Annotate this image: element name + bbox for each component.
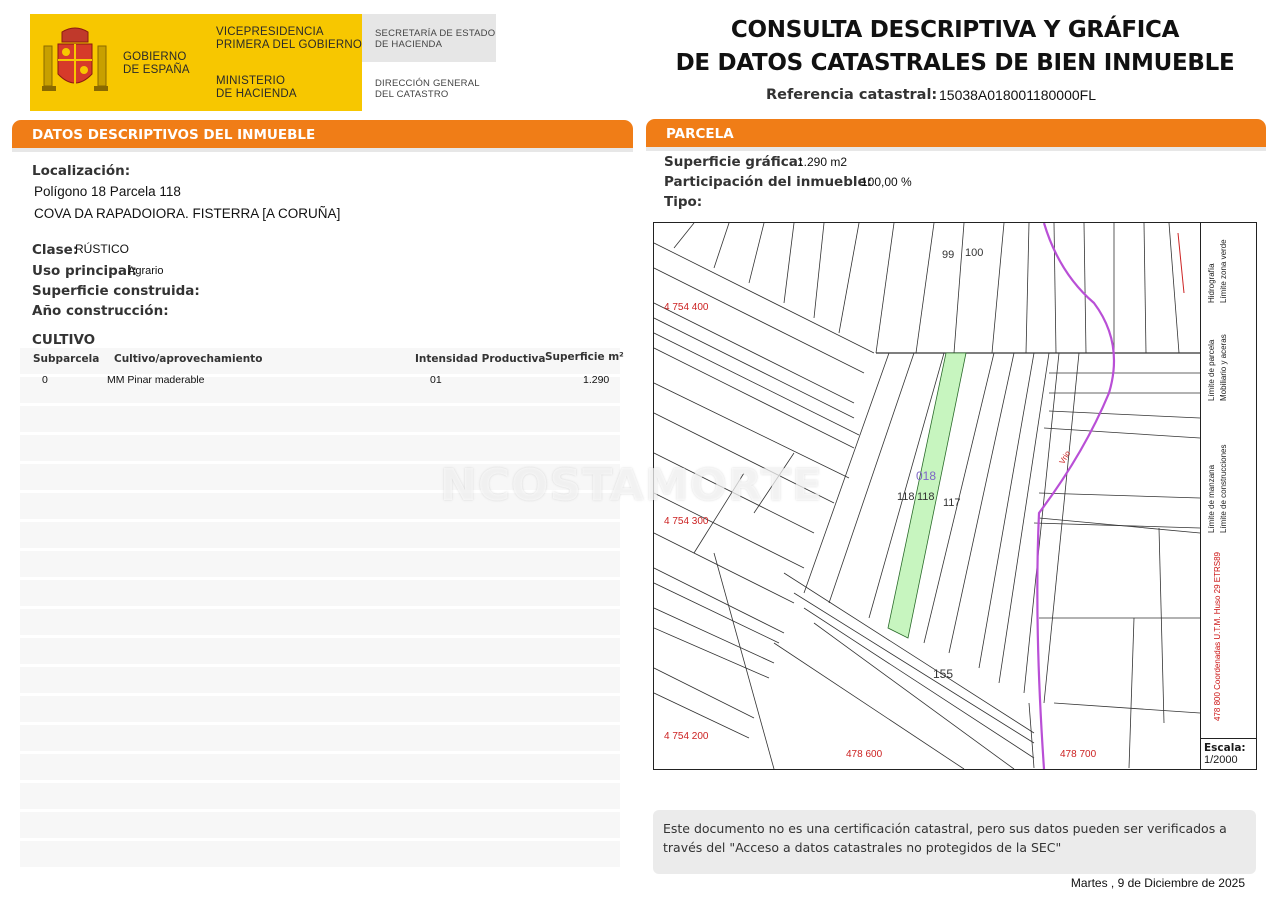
section-divider	[12, 148, 633, 152]
secretaria-text: SECRETARÍA DE ESTADO DE HACIENDA	[375, 28, 496, 50]
col-cultivo: Cultivo/aprovechamiento	[114, 353, 263, 365]
parcel-label-100: 100	[965, 247, 984, 259]
page-title: CONSULTA DESCRIPTIVA Y GRÁFICA DE DATOS CATASTRALES DE BIEN INMUEBLE	[675, 17, 1235, 76]
ref-value: 15038A018001180000FL	[939, 87, 1097, 103]
coord-x-2: 478 700	[1060, 749, 1097, 760]
uso-label: Uso principal:	[32, 263, 137, 279]
gobierno-text: GOBIERNO DE ESPAÑA	[123, 51, 190, 76]
parcel-label-118b: 118	[917, 491, 935, 503]
section-divider-right	[646, 147, 1266, 151]
coord-y-1: 4 754 400	[664, 302, 709, 313]
section-header-parcela: PARCELA	[646, 119, 1266, 147]
superficie-grafica-label: Superficie gráfica:	[664, 154, 804, 170]
legend-zona-verde: Límite zona verde	[1219, 239, 1228, 303]
coat-of-arms-icon	[40, 26, 110, 98]
legend-mobiliario: Mobiliario y aceras	[1219, 334, 1228, 401]
clase-value: RÚSTICO	[75, 242, 129, 256]
watermark: NCOSTAMORTE	[440, 460, 824, 511]
ministerio-text: MINISTERIO DE HACIENDA	[216, 75, 297, 100]
map-legend	[1200, 223, 1256, 738]
parcel-highlight-label: 018	[916, 469, 937, 483]
legend-limite-manzana: Límite de manzana	[1207, 464, 1216, 533]
superficie-grafica-value: 1.290 m2	[797, 155, 848, 169]
coord-y-3: 4 754 200	[664, 731, 709, 742]
legend-coords: 478 800 Coordenadas U.T.M. Huso 29 ETRS89	[1213, 552, 1222, 721]
scale-box	[1200, 738, 1256, 769]
disclaimer-box: Este documento no es una certificación catastral, pero sus datos pueden ser verificados a través del "Acceso a datos catastrales no protegidos de la SEC"	[653, 810, 1256, 874]
legend-hidrografia: Hidrografía	[1207, 263, 1216, 303]
superficie-construida-label: Superficie construida:	[32, 283, 200, 299]
parcel-label-118a: 118	[897, 491, 915, 503]
localizacion-label: Localización:	[32, 163, 131, 179]
scale-value: 1/2000	[1204, 754, 1238, 766]
tipo-label: Tipo:	[664, 194, 703, 210]
legend-limite-parcela: Límite de parcela	[1207, 339, 1216, 401]
cultivo-table	[20, 348, 624, 868]
cultivo-title: CULTIVO	[32, 332, 96, 348]
col-superficie: Superficie m²	[545, 351, 624, 363]
parcel-label-155: 155	[933, 667, 954, 681]
coord-x-1: 478 600	[846, 749, 883, 760]
cell-intensidad: 01	[430, 374, 442, 386]
col-intensidad: Intensidad Productiva	[415, 353, 546, 365]
cell-subparcela: 0	[42, 374, 48, 386]
parcel-label-99: 99	[942, 249, 955, 261]
col-subparcela: Subparcela	[33, 353, 100, 365]
participacion-label: Participación del inmueble:	[664, 174, 873, 190]
vicepresidencia-text: VICEPRESIDENCIA PRIMERA DEL GOBIERNO	[216, 26, 363, 51]
government-logo	[30, 14, 496, 111]
localizacion-line1: Polígono 18 Parcela 118	[34, 184, 181, 199]
cell-cultivo: MM Pinar maderable	[107, 374, 205, 386]
referencia-catastral	[766, 86, 1097, 103]
document-date: Martes , 9 de Diciembre de 2025	[1070, 876, 1245, 890]
clase-label: Clase:	[32, 242, 79, 258]
parcel-label-117: 117	[943, 497, 961, 509]
anio-construccion-label: Año construcción:	[32, 303, 169, 319]
section-header-datos: DATOS DESCRIPTIVOS DEL INMUEBLE	[12, 120, 633, 148]
scale-label: Escala:	[1204, 742, 1246, 754]
participacion-value: 100,00 %	[861, 175, 912, 189]
uso-value: Agrario	[128, 265, 164, 277]
localizacion-line2: COVA DA RAPADOIORA. FISTERRA [A CORUÑA]	[34, 206, 341, 221]
river-label: Vrio	[1057, 449, 1073, 466]
ref-label: Referencia catastral:	[766, 87, 938, 103]
direccion-text: DIRECCIÓN GENERAL DEL CATASTRO	[375, 78, 480, 100]
cell-superficie: 1.290	[583, 374, 610, 386]
legend-limite-construcciones: Límite de construcciones	[1219, 444, 1228, 533]
coord-y-2: 4 754 300	[664, 516, 709, 527]
